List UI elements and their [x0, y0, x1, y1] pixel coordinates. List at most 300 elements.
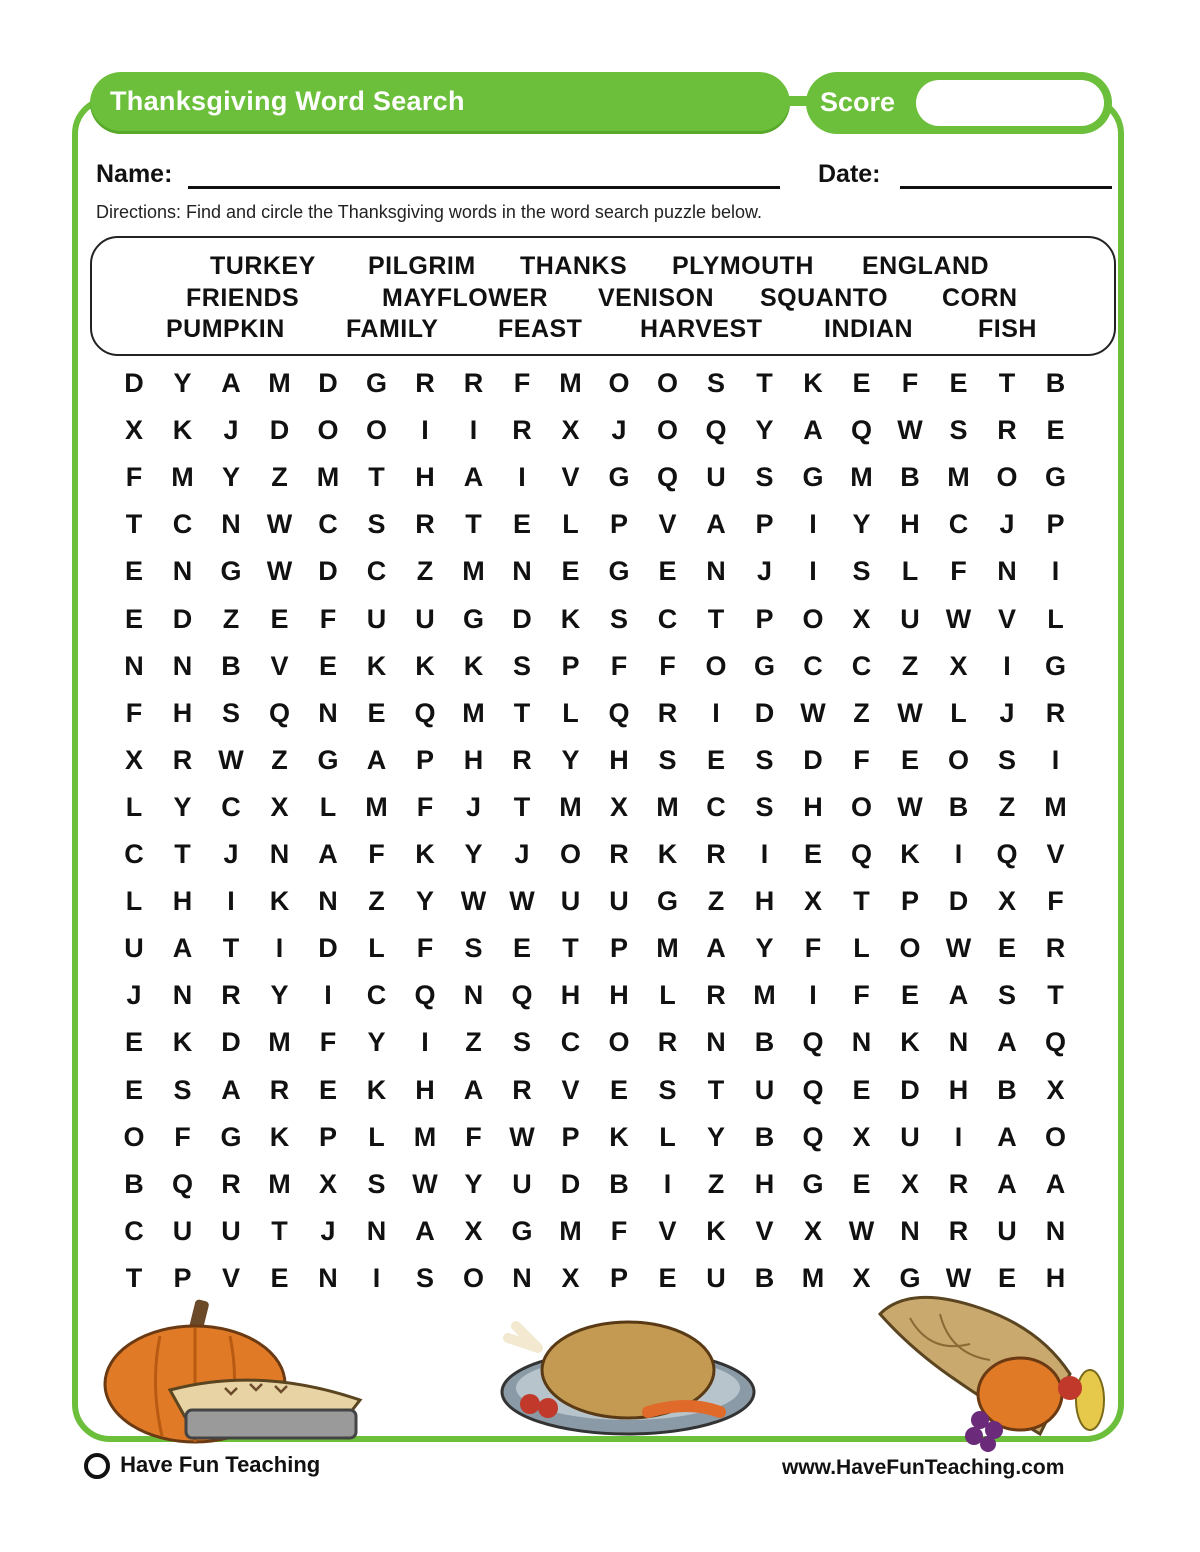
grid-letter[interactable]: L — [125, 886, 143, 917]
grid-letter[interactable]: W — [266, 509, 293, 540]
grid-letter[interactable]: P — [900, 886, 919, 917]
grid-letter[interactable]: N — [172, 556, 193, 587]
grid-letter[interactable]: L — [950, 697, 967, 728]
grid-letter[interactable]: E — [852, 368, 871, 398]
grid-letter[interactable]: Y — [464, 1168, 483, 1199]
grid-letter[interactable]: I — [712, 697, 720, 728]
grid-letter[interactable]: F — [416, 933, 434, 964]
grid-letter[interactable]: I — [275, 933, 284, 964]
grid-letter[interactable]: T — [125, 509, 143, 540]
grid-letter[interactable]: E — [997, 933, 1016, 964]
grid-letter[interactable]: K — [657, 839, 678, 869]
grid-letter[interactable]: V — [755, 1215, 774, 1246]
grid-letter[interactable]: G — [656, 886, 678, 917]
grid-letter[interactable]: E — [124, 1074, 143, 1105]
grid-letter[interactable]: S — [852, 556, 871, 587]
grid-letter[interactable]: A — [463, 462, 484, 493]
grid-letter[interactable]: F — [804, 933, 822, 964]
grid-letter[interactable]: Y — [464, 839, 483, 869]
grid-letter[interactable]: I — [469, 415, 478, 446]
grid-letter[interactable]: F — [659, 650, 676, 681]
grid-letter[interactable]: U — [512, 1168, 532, 1199]
grid-letter[interactable]: H — [900, 509, 920, 540]
grid-letter[interactable]: U — [997, 1215, 1017, 1246]
grid-letter[interactable]: B — [900, 462, 920, 493]
grid-letter[interactable]: E — [512, 509, 531, 540]
grid-letter[interactable]: N — [366, 1215, 387, 1246]
grid-letter[interactable]: X — [949, 650, 968, 681]
grid-letter[interactable]: J — [611, 415, 627, 446]
grid-letter[interactable]: M — [365, 791, 388, 822]
grid-letter[interactable]: Y — [270, 980, 289, 1011]
grid-letter[interactable]: I — [1051, 556, 1060, 587]
grid-letter[interactable]: U — [706, 462, 726, 493]
grid-letter[interactable]: G — [365, 368, 387, 398]
grid-letter[interactable]: R — [269, 1074, 290, 1105]
grid-letter[interactable]: W — [800, 697, 826, 728]
grid-letter[interactable]: A — [172, 933, 193, 964]
grid-letter[interactable]: F — [853, 980, 870, 1011]
grid-letter[interactable]: S — [755, 462, 774, 493]
grid-letter[interactable]: F — [513, 368, 531, 398]
grid-letter[interactable]: O — [608, 368, 630, 398]
grid-letter[interactable]: P — [318, 1121, 337, 1152]
grid-letter[interactable]: O — [802, 603, 824, 634]
grid-letter[interactable]: O — [317, 415, 339, 446]
grid-letter[interactable]: K — [366, 1074, 387, 1105]
grid-letter[interactable]: E — [561, 556, 580, 587]
grid-letter[interactable]: B — [609, 1168, 629, 1199]
grid-letter[interactable]: H — [948, 1074, 969, 1105]
grid-letter[interactable]: U — [900, 603, 920, 634]
grid-letter[interactable]: A — [948, 980, 969, 1011]
grid-letter[interactable]: J — [465, 791, 482, 822]
grid-letter[interactable]: P — [609, 1262, 628, 1293]
grid-letter[interactable]: U — [560, 886, 581, 917]
grid-letter[interactable]: Y — [755, 933, 774, 964]
grid-letter[interactable]: N — [124, 650, 144, 681]
grid-letter[interactable]: V — [1046, 839, 1065, 869]
grid-letter[interactable]: W — [509, 1121, 535, 1152]
grid-letter[interactable]: Q — [705, 415, 727, 446]
grid-letter[interactable]: L — [562, 509, 579, 540]
grid-letter[interactable]: V — [561, 462, 580, 493]
grid-letter[interactable]: A — [1045, 1168, 1066, 1199]
grid-letter[interactable]: J — [223, 415, 239, 446]
grid-letter[interactable]: R — [463, 368, 484, 398]
grid-letter[interactable]: N — [706, 556, 726, 587]
grid-letter[interactable]: X — [803, 886, 822, 917]
grid-letter[interactable]: W — [848, 1215, 875, 1246]
grid-letter[interactable]: M — [268, 1168, 291, 1199]
grid-letter[interactable]: U — [706, 1262, 726, 1293]
grid-letter[interactable]: G — [802, 1168, 824, 1199]
grid-letter[interactable]: W — [897, 415, 923, 446]
grid-letter[interactable]: X — [270, 791, 289, 822]
grid-letter[interactable]: T — [562, 933, 579, 964]
grid-letter[interactable]: E — [124, 603, 143, 634]
grid-letter[interactable]: D — [512, 603, 532, 634]
grid-letter[interactable]: B — [754, 1262, 775, 1293]
grid-letter[interactable]: W — [945, 603, 972, 634]
grid-letter[interactable]: E — [997, 1262, 1016, 1293]
grid-letter[interactable]: G — [608, 556, 630, 587]
grid-letter[interactable]: O — [123, 1121, 145, 1152]
grid-letter[interactable]: G — [462, 603, 484, 634]
grid-letter[interactable]: S — [367, 1168, 386, 1199]
grid-letter[interactable]: F — [610, 1215, 628, 1246]
grid-letter[interactable]: T — [707, 603, 725, 634]
grid-letter[interactable]: B — [221, 650, 241, 681]
grid-letter[interactable]: H — [172, 697, 193, 728]
grid-letter[interactable]: K — [560, 603, 581, 634]
grid-letter[interactable]: J — [126, 980, 142, 1011]
grid-letter[interactable]: P — [415, 744, 434, 775]
grid-letter[interactable]: S — [658, 1074, 677, 1105]
grid-letter[interactable]: J — [999, 509, 1015, 540]
grid-letter[interactable]: C — [124, 1215, 144, 1246]
grid-letter[interactable]: P — [173, 1262, 192, 1293]
grid-letter[interactable]: Z — [707, 886, 725, 917]
grid-letter[interactable]: N — [318, 886, 338, 917]
grid-letter[interactable]: A — [997, 1121, 1017, 1152]
grid-letter[interactable]: S — [706, 368, 725, 398]
grid-letter[interactable]: E — [318, 1074, 337, 1105]
grid-letter[interactable]: E — [949, 368, 968, 398]
date-field[interactable] — [900, 186, 1112, 189]
grid-letter[interactable]: K — [415, 650, 435, 681]
grid-letter[interactable]: R — [512, 744, 532, 775]
grid-letter[interactable]: H — [415, 462, 435, 493]
grid-letter[interactable]: Z — [853, 697, 870, 728]
grid-letter[interactable]: K — [415, 839, 435, 869]
grid-letter[interactable]: S — [755, 744, 774, 775]
grid-letter[interactable]: F — [174, 1121, 191, 1152]
grid-letter[interactable]: S — [173, 1074, 192, 1105]
grid-letter[interactable]: E — [852, 1074, 871, 1105]
grid-letter[interactable]: V — [270, 650, 289, 681]
grid-letter[interactable]: R — [948, 1215, 969, 1246]
grid-letter[interactable]: A — [706, 933, 726, 964]
grid-letter[interactable]: E — [658, 556, 677, 587]
grid-letter[interactable]: K — [803, 368, 823, 398]
grid-letter[interactable]: C — [221, 791, 241, 822]
grid-letter[interactable]: Q — [608, 697, 630, 728]
grid-letter[interactable]: T — [271, 1215, 288, 1246]
grid-letter[interactable]: X — [561, 1262, 580, 1293]
grid-letter[interactable]: M — [559, 791, 582, 822]
grid-letter[interactable]: X — [464, 1215, 483, 1246]
grid-letter[interactable]: E — [270, 1262, 289, 1293]
grid-letter[interactable]: C — [657, 603, 678, 634]
grid-letter[interactable]: O — [462, 1262, 484, 1293]
grid-letter[interactable]: F — [125, 697, 143, 728]
grid-letter[interactable]: M — [753, 980, 776, 1011]
grid-letter[interactable]: N — [269, 839, 290, 869]
grid-letter[interactable]: F — [368, 839, 385, 869]
name-field[interactable] — [188, 186, 780, 189]
grid-letter[interactable]: F — [1047, 886, 1064, 917]
grid-letter[interactable]: H — [415, 1074, 435, 1105]
grid-letter[interactable]: G — [608, 462, 630, 493]
grid-letter[interactable]: K — [269, 886, 290, 917]
grid-letter[interactable]: C — [366, 980, 387, 1011]
grid-letter[interactable]: N — [318, 697, 338, 728]
grid-letter[interactable]: O — [608, 1027, 630, 1058]
grid-letter[interactable]: D — [269, 415, 290, 446]
grid-letter[interactable]: G — [899, 1262, 921, 1293]
grid-letter[interactable]: M — [801, 1262, 825, 1293]
grid-letter[interactable]: Q — [850, 415, 872, 446]
grid-letter[interactable]: Q — [414, 980, 436, 1011]
grid-letter[interactable]: X — [1046, 1074, 1065, 1105]
grid-letter[interactable]: I — [372, 1262, 381, 1293]
grid-letter[interactable]: D — [124, 368, 144, 398]
grid-letter[interactable]: Q — [802, 1074, 824, 1105]
grid-letter[interactable]: O — [850, 791, 872, 822]
grid-letter[interactable]: S — [415, 1262, 434, 1293]
grid-letter[interactable]: S — [512, 1027, 531, 1058]
grid-letter[interactable]: X — [900, 1168, 919, 1199]
grid-letter[interactable]: C — [172, 509, 193, 540]
grid-letter[interactable]: I — [954, 1121, 963, 1152]
grid-letter[interactable]: D — [948, 886, 969, 917]
grid-letter[interactable]: S — [512, 650, 531, 681]
grid-letter[interactable]: Y — [755, 415, 774, 446]
grid-letter[interactable]: Z — [271, 462, 288, 493]
grid-letter[interactable]: J — [756, 556, 773, 587]
grid-letter[interactable]: K — [900, 1027, 920, 1058]
grid-letter[interactable]: F — [416, 791, 434, 822]
grid-letter[interactable]: M — [462, 556, 485, 587]
grid-letter[interactable]: O — [899, 933, 921, 964]
grid-letter[interactable]: B — [997, 1074, 1017, 1105]
grid-letter[interactable]: T — [756, 368, 773, 398]
grid-letter[interactable]: T — [465, 509, 482, 540]
grid-letter[interactable]: G — [1044, 462, 1066, 493]
grid-letter[interactable]: F — [610, 650, 628, 681]
grid-letter[interactable]: N — [463, 980, 484, 1011]
grid-letter[interactable]: N — [172, 980, 193, 1011]
grid-letter[interactable]: W — [945, 933, 972, 964]
grid-letter[interactable]: X — [318, 1168, 337, 1199]
grid-letter[interactable]: Y — [852, 509, 871, 540]
grid-letter[interactable]: M — [316, 462, 340, 493]
grid-letter[interactable]: M — [559, 1215, 582, 1246]
grid-letter[interactable]: S — [464, 933, 483, 964]
grid-letter[interactable]: E — [512, 933, 531, 964]
grid-letter[interactable]: R — [706, 980, 726, 1011]
grid-letter[interactable]: J — [514, 839, 530, 869]
grid-letter[interactable]: T — [853, 886, 870, 917]
grid-letter[interactable]: G — [220, 1121, 242, 1152]
grid-letter[interactable]: N — [900, 1215, 920, 1246]
grid-letter[interactable]: C — [318, 509, 338, 540]
grid-letter[interactable]: Z — [368, 886, 385, 917]
grid-letter[interactable]: C — [124, 839, 144, 869]
grid-letter[interactable]: I — [954, 839, 963, 869]
grid-letter[interactable]: L — [901, 556, 919, 587]
grid-letter[interactable]: X — [852, 1262, 871, 1293]
grid-letter[interactable]: W — [266, 556, 293, 587]
grid-letter[interactable]: G — [1044, 650, 1066, 681]
score-field[interactable] — [916, 80, 1104, 126]
grid-letter[interactable]: R — [997, 415, 1017, 446]
grid-letter[interactable]: A — [318, 839, 338, 869]
grid-letter[interactable]: M — [656, 791, 679, 822]
grid-letter[interactable]: H — [463, 744, 484, 775]
grid-letter[interactable]: O — [559, 839, 581, 869]
grid-letter[interactable]: I — [421, 415, 429, 446]
grid-letter[interactable]: P — [1046, 509, 1065, 540]
grid-letter[interactable]: M — [413, 1121, 437, 1152]
grid-letter[interactable]: H — [172, 886, 193, 917]
grid-letter[interactable]: P — [609, 933, 628, 964]
grid-letter[interactable]: M — [268, 1027, 291, 1058]
grid-letter[interactable]: M — [559, 368, 582, 398]
grid-letter[interactable]: N — [948, 1027, 969, 1058]
grid-letter[interactable]: O — [365, 415, 387, 446]
grid-letter[interactable]: T — [222, 933, 240, 964]
grid-letter[interactable]: L — [562, 697, 579, 728]
grid-letter[interactable]: Y — [415, 886, 434, 917]
grid-letter[interactable]: A — [803, 415, 823, 446]
grid-letter[interactable]: F — [319, 603, 337, 634]
grid-letter[interactable]: R — [1045, 933, 1066, 964]
grid-letter[interactable]: I — [663, 1168, 672, 1199]
grid-letter[interactable]: V — [658, 1215, 677, 1246]
grid-letter[interactable]: X — [852, 1121, 871, 1152]
grid-letter[interactable]: H — [1045, 1262, 1066, 1293]
grid-letter[interactable]: N — [1045, 1215, 1066, 1246]
grid-letter[interactable]: M — [462, 697, 485, 728]
grid-letter[interactable]: G — [511, 1215, 533, 1246]
grid-letter[interactable]: R — [221, 980, 241, 1011]
grid-letter[interactable]: E — [803, 839, 822, 869]
grid-letter[interactable]: H — [754, 886, 775, 917]
grid-letter[interactable]: T — [1047, 980, 1064, 1011]
grid-letter[interactable]: M — [1044, 791, 1067, 822]
grid-letter[interactable]: A — [221, 1074, 241, 1105]
grid-letter[interactable]: Q — [802, 1027, 824, 1058]
grid-letter[interactable]: B — [754, 1027, 775, 1058]
grid-letter[interactable]: L — [368, 933, 385, 964]
grid-letter[interactable]: S — [997, 980, 1016, 1011]
grid-letter[interactable]: T — [998, 368, 1016, 398]
grid-letter[interactable]: R — [948, 1168, 969, 1199]
grid-letter[interactable]: N — [997, 556, 1017, 587]
grid-letter[interactable]: N — [512, 556, 532, 587]
grid-letter[interactable]: A — [366, 744, 387, 775]
grid-letter[interactable]: U — [366, 603, 387, 634]
grid-letter[interactable]: S — [609, 603, 628, 634]
grid-letter[interactable]: V — [561, 1074, 580, 1105]
grid-letter[interactable]: T — [368, 462, 385, 493]
grid-letter[interactable]: U — [221, 1215, 241, 1246]
grid-letter[interactable]: L — [659, 980, 676, 1011]
grid-letter[interactable]: K — [900, 839, 920, 869]
grid-letter[interactable]: E — [658, 1262, 677, 1293]
grid-letter[interactable]: X — [561, 415, 580, 446]
grid-letter[interactable]: T — [707, 1074, 725, 1105]
grid-letter[interactable]: W — [897, 697, 923, 728]
grid-letter[interactable]: I — [809, 980, 817, 1011]
grid-letter[interactable]: N — [318, 1262, 338, 1293]
grid-letter[interactable]: I — [809, 556, 817, 587]
grid-letter[interactable]: K — [366, 650, 387, 681]
website-url[interactable]: www.HaveFunTeaching.com — [782, 1456, 1065, 1479]
grid-letter[interactable]: C — [803, 650, 823, 681]
grid-letter[interactable]: Q — [1044, 1027, 1066, 1058]
grid-letter[interactable]: E — [609, 1074, 628, 1105]
grid-letter[interactable]: O — [705, 650, 727, 681]
grid-letter[interactable]: Y — [221, 462, 240, 493]
grid-letter[interactable]: P — [755, 603, 774, 634]
grid-letter[interactable]: L — [368, 1121, 385, 1152]
grid-letter[interactable]: W — [897, 791, 923, 822]
grid-letter[interactable]: A — [706, 509, 726, 540]
grid-letter[interactable]: E — [706, 744, 725, 775]
grid-letter[interactable]: Z — [998, 791, 1016, 822]
grid-letter[interactable]: X — [124, 415, 143, 446]
grid-letter[interactable]: H — [803, 791, 823, 822]
grid-letter[interactable]: Y — [561, 744, 580, 775]
grid-letter[interactable]: Z — [271, 744, 288, 775]
grid-letter[interactable]: U — [754, 1074, 775, 1105]
grid-letter[interactable]: O — [656, 415, 678, 446]
grid-letter[interactable]: O — [656, 368, 678, 398]
grid-letter[interactable]: I — [1051, 744, 1060, 775]
grid-letter[interactable]: G — [802, 462, 824, 493]
grid-letter[interactable]: N — [706, 1027, 726, 1058]
grid-letter[interactable]: X — [609, 791, 628, 822]
grid-letter[interactable]: Y — [706, 1121, 725, 1152]
grid-letter[interactable]: L — [319, 791, 337, 822]
grid-letter[interactable]: N — [512, 1262, 532, 1293]
grid-letter[interactable]: I — [227, 886, 235, 917]
grid-letter[interactable]: A — [463, 1074, 484, 1105]
grid-letter[interactable]: R — [1045, 697, 1066, 728]
grid-letter[interactable]: T — [125, 1262, 143, 1293]
grid-letter[interactable]: J — [999, 697, 1015, 728]
grid-letter[interactable]: C — [706, 791, 726, 822]
grid-letter[interactable]: N — [172, 650, 193, 681]
grid-letter[interactable]: S — [997, 744, 1016, 775]
grid-letter[interactable]: H — [609, 744, 629, 775]
grid-letter[interactable]: O — [996, 462, 1018, 493]
grid-letter[interactable]: Y — [367, 1027, 386, 1058]
grid-letter[interactable]: U — [900, 1121, 920, 1152]
grid-letter[interactable]: I — [421, 1027, 429, 1058]
grid-letter[interactable]: W — [509, 886, 535, 917]
grid-letter[interactable]: P — [755, 509, 774, 540]
grid-letter[interactable]: R — [221, 1168, 241, 1199]
grid-letter[interactable]: I — [809, 509, 817, 540]
grid-letter[interactable]: U — [609, 886, 629, 917]
grid-letter[interactable]: C — [366, 556, 387, 587]
grid-letter[interactable]: E — [367, 697, 386, 728]
grid-letter[interactable]: A — [997, 1027, 1017, 1058]
grid-letter[interactable]: D — [560, 1168, 581, 1199]
grid-letter[interactable]: U — [415, 603, 435, 634]
grid-letter[interactable]: W — [218, 744, 244, 775]
grid-letter[interactable]: Q — [414, 697, 436, 728]
grid-letter[interactable]: D — [754, 697, 775, 728]
grid-letter[interactable]: R — [415, 368, 435, 398]
grid-letter[interactable]: W — [945, 1262, 972, 1293]
grid-letter[interactable]: B — [754, 1121, 775, 1152]
grid-letter[interactable]: I — [518, 462, 526, 493]
